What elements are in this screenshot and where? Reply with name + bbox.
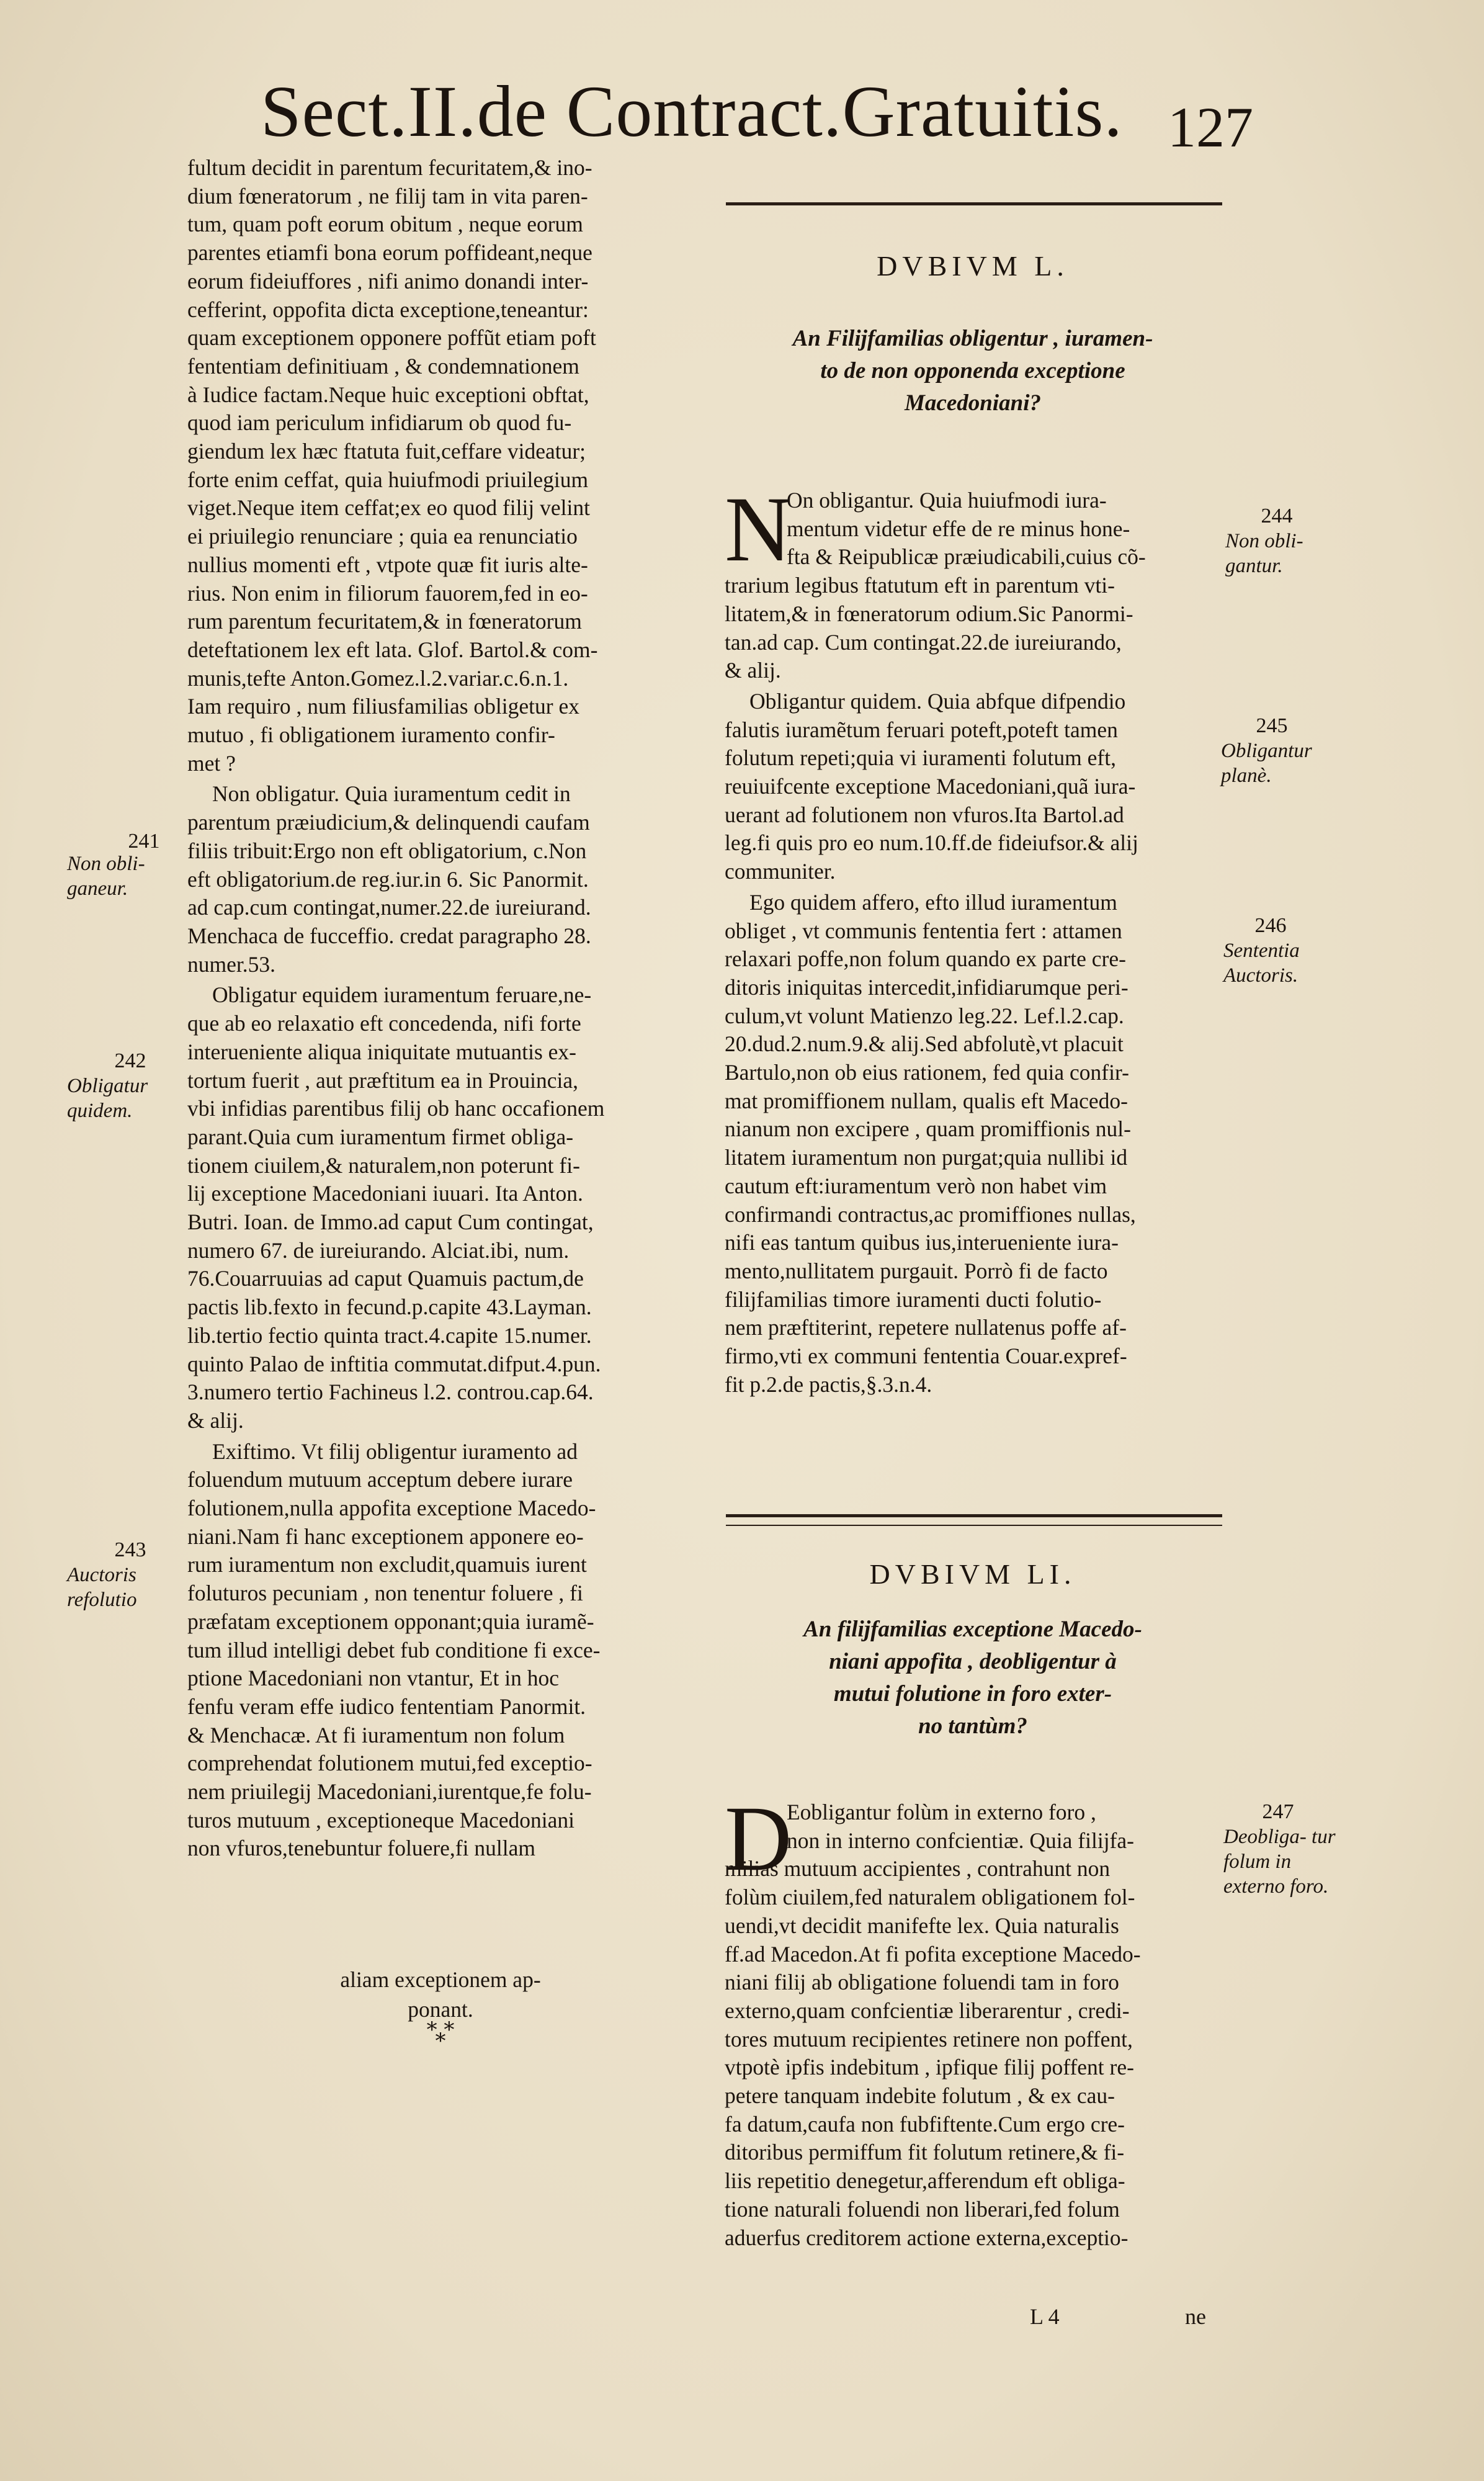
r1-c-line: relaxari poffe,non folum quando ex parte cre- (725, 946, 1126, 972)
left-c-line: interueniente aliqua iniquitate mutuantis ex- (187, 1039, 576, 1064)
left-b-line: Menchaca de fucceffio. credat paragrapho 28. (187, 923, 591, 948)
r1-c-line: nianum non excipere , quam promiffionis nul- (725, 1116, 1131, 1142)
dubium-50-body (725, 487, 1221, 1399)
r2-line: niani filij ab obligatione foluendi tam in foro (725, 1970, 1119, 1995)
margin-number-242: 242 (114, 1049, 146, 1072)
margin-note-243: Auctoris refolutio (67, 1564, 137, 1611)
r1-c-line: mento,nullitatem purgauit. Porrò fi de facto (725, 1258, 1108, 1283)
closing-line-1: aliam exceptionem ap- (340, 1967, 541, 1992)
r2-line: milias mutuum accipientes , contrahunt non (725, 1856, 1111, 1882)
r1-a-line: mentum videtur effe de re minus hone- (787, 516, 1130, 541)
question-50-line-3: Macedoniani? (905, 390, 1041, 416)
r1-c-line: Ego quidem affero, efto illud iuramentum (749, 889, 1117, 915)
margin-number-245: 245 (1256, 714, 1288, 737)
left-d-line: fenfu veram effe iudico fententiam Panormit. (187, 1694, 586, 1719)
margin-note-244: Non obli- gantur. (1225, 530, 1303, 577)
margin-note-247: Deobliga- tur folum in externo foro. (1223, 1826, 1336, 1898)
left-c-line: 3.numero tertio Fachineus l.2. controu.cap.64. (187, 1380, 594, 1405)
left-a-line: dium fœneratorum , ne filij tam in vita paren- (187, 183, 588, 209)
r1-c-line: nifi eas tantum quibus ius,interueniente iura- (725, 1230, 1119, 1255)
left-column (187, 154, 690, 1863)
left-c-line: 76.Couarruuias ad caput Quamuis pactum,de (187, 1266, 584, 1291)
r1-b-line: falutis iuramẽtum feruari poteft,poteft tamen (725, 717, 1118, 742)
r1-a-line: litatem,& in fœneratorum odium.Sic Panormi- (725, 601, 1133, 626)
question-50-line-2: to de non opponenda exceptione (820, 358, 1125, 384)
r2-line: vtpotè ipfis indebitum , ipfique filij poffent re- (725, 2055, 1134, 2080)
r2-line: ditoribus permiffum fit folutum retinere,& fi- (725, 2140, 1125, 2165)
left-a-line: viget.Neque item ceffat;ex eo quod filij velint (187, 495, 590, 521)
left-c-line: pactis lib.fexto in fecund.p.capite 43.Layman. (187, 1294, 592, 1320)
r2-line: liis repetitio denegetur,afferendum eft obliga- (725, 2168, 1125, 2194)
left-c-line: que ab eo relaxatio eft concedenda, nifi forte (187, 1011, 581, 1036)
section-divider (726, 1514, 1222, 1526)
r2-line: ff.ad Macedon.At fi pofita exceptione Macedo- (725, 1941, 1141, 1967)
left-a-line: fententiam definitiuam , & condemnationem (187, 353, 579, 379)
page-number: 127 (1168, 96, 1253, 159)
left-c-line: tortum fuerit , aut præftitum ea in Prouincia, (187, 1067, 578, 1093)
r1-b-line: Obligantur quidem. Quia abfque difpendio (749, 688, 1126, 714)
left-d-line: rum iuramentum non excludit,quamuis iurent (187, 1552, 587, 1577)
margin-note-242: Obligatur quidem. (67, 1075, 148, 1122)
dubium-50-heading: DVBIVM L. (877, 250, 1069, 282)
r1-b-line: folutum repeti;quia vi iuramenti folutum eft, (725, 745, 1116, 771)
left-a-line: mutuo , fi obligationem iuramento confir- (187, 722, 555, 748)
left-d-line: Exiftimo. Vt filij obligentur iuramento ad (212, 1438, 578, 1464)
question-51-line-1: An filijfamilias exceptione Macedo- (803, 1617, 1142, 1642)
margin-number-241: 241 (128, 830, 160, 853)
left-paragraph-a (187, 154, 690, 778)
r2-line: aduerfus creditorem actione externa,exceptio- (725, 2225, 1129, 2250)
left-d-line: ptione Macedoniani non vtantur, Et in hoc (187, 1666, 559, 1691)
left-a-line: nullius momenti eft , vtpote quæ fit iuris alte- (187, 552, 588, 577)
r1-c-line: culum,vt volunt Matienzo leg.22. Lef.l.2.cap. (725, 1003, 1124, 1028)
r2-line: fa datum,caufa non fubfiftente.Cum ergo cre- (725, 2111, 1125, 2137)
question-51-line-3: mutui folutione in foro exter- (833, 1681, 1112, 1707)
r1-a-line: On obligantur. Quia huiufmodi iura- (787, 488, 1107, 513)
r1-c-line: fit p.2.de pactis,§.3.n.4. (725, 1371, 932, 1397)
r2-line: externo,quam confcientiæ liberarentur , credi- (725, 1998, 1130, 2023)
r1-a-line: trarium legibus ftatutum eft in parentum vti- (725, 573, 1115, 598)
left-b-line: ad cap.cum contingat,numer.22.de iureiurand. (187, 895, 591, 920)
left-a-line: ei priuilegio renunciare ; quia ea renunciatio (187, 524, 578, 549)
left-c-line: & alij. (187, 1407, 244, 1433)
dubium-50-paragraph-b (725, 688, 1221, 886)
left-a-line: eorum fideiuffores , nifi animo donandi inter- (187, 268, 589, 294)
dubium-51-heading: DVBIVM LI. (869, 1558, 1076, 1590)
left-d-line: non vfuros,tenebuntur foluere,fi nullam (187, 1836, 535, 1861)
left-a-line: rius. Non enim in filiorum fauorem,fed in eo- (187, 580, 588, 606)
left-a-line: quam exceptionem opponere poffũt etiam poft (187, 325, 596, 351)
r2-line: Eobligantur folùm in externo foro , (787, 1800, 1096, 1824)
left-c-line: Obligatur equidem iuramentum feruare,ne- (212, 982, 592, 1008)
question-51-line-2: niani appofita , deobligentur à (829, 1649, 1117, 1674)
question-51-line-4: no tantùm? (918, 1713, 1027, 1739)
left-c-line: vbi infidias parentibus filij ob hanc occafionem (187, 1096, 605, 1121)
dubium-50-paragraph-c (725, 889, 1221, 1399)
left-b-line: eft obligatorium.de reg.iur.in 6. Sic Panormit. (187, 866, 589, 892)
asterism-ornament (409, 2017, 472, 2053)
left-paragraph-c (187, 981, 690, 1435)
left-b-line: Non obligatur. Quia iuramentum cedit in (212, 781, 571, 807)
r1-a-line: fta & Reipublicæ præiudicabili,cuius cõ- (787, 544, 1146, 570)
left-d-line: foluturos pecuniam , non tenentur foluere , fi (187, 1581, 583, 1606)
drop-cap-N: N (725, 478, 792, 581)
r1-c-line: filijfamilias timore iuramenti ducti folutio- (725, 1286, 1102, 1312)
r2-line: uendi,vt decidit manifefte lex. Quia naturalis (725, 1913, 1119, 1938)
r1-c-line: firmo,vti ex communi fententia Couar.expref- (725, 1344, 1127, 1369)
left-a-line: cefferint, oppofita dicta exceptione,teneantur: (187, 297, 589, 322)
left-d-line: comprehendat folutionem mutui,fed exceptio- (187, 1751, 592, 1776)
dubium-50-paragraph-a (725, 487, 1221, 685)
r2-line: non in interno confcientiæ. Quia filijfa- (787, 1828, 1134, 1853)
left-d-line: turos mutuum , exceptioneque Macedoniani (187, 1807, 575, 1833)
running-head-title: Sect.II.de Contract.Gratuitis. (261, 71, 1123, 152)
left-c-line: numero 67. de iureiurando. Alciat.ibi, num. (187, 1237, 570, 1263)
r1-a-line: tan.ad cap. Cum contingat.22.de iureiurando, (725, 629, 1122, 655)
r2-line: folùm ciuilem,fed naturalem obligationem fol- (725, 1885, 1135, 1910)
margin-note-245: Obligantur planè. (1221, 740, 1312, 787)
r1-c-line: cautum eft:iuramentum verò non habet vim (725, 1173, 1107, 1198)
left-d-line: nem priuilegij Macedoniani,iurentque,fe folu- (187, 1779, 592, 1805)
left-a-line: rum parentum fecuritatem,& in fœneratorum (187, 609, 582, 634)
r1-c-line: litatem iuramentum non purgat;quia nullibi id (725, 1145, 1128, 1170)
left-c-line: parant.Quia cum iuramentum firmet obliga- (187, 1124, 574, 1149)
r2-line: tores mutuum recipientes retinere non poffent, (725, 2026, 1133, 2052)
closing-line-2: ponant. (408, 1997, 473, 2022)
left-d-line: & Menchacæ. At fi iuramentum non folum (187, 1722, 565, 1747)
r1-b-line: communiter. (725, 859, 836, 884)
signature-mark: L 4 (1030, 2304, 1060, 2329)
top-rule (726, 202, 1222, 205)
left-b-line: numer.53. (187, 951, 275, 977)
left-c-line: Butri. Ioan. de Immo.ad caput Cum contingat, (187, 1209, 594, 1235)
left-a-line: deteftationem lex eft lata. Glof. Bartol.& com- (187, 637, 598, 662)
drop-cap-D: D (725, 1787, 792, 1890)
r1-c-line: ditoris iniquitas intercedit,infidiarumque peri- (725, 974, 1129, 1000)
dubium-51-body (725, 1798, 1221, 2252)
r2-line: tione naturali foluendi non liberari,fed folum (725, 2196, 1120, 2222)
r1-b-line: leg.fi quis pro eo num.10.ff.de fideiufsor.& alij (725, 830, 1138, 856)
margin-number-244: 244 (1261, 505, 1293, 527)
dubium-51-question (725, 1613, 1221, 1743)
left-d-line: tum illud intelligi debet fub conditione fi exce- (187, 1637, 601, 1662)
asterism-text: * * * (426, 2017, 455, 2053)
left-a-line: met ? (187, 750, 236, 776)
catchword: ne (1185, 2304, 1206, 2329)
left-d-line: foluendum mutuum acceptum debere iurare (187, 1467, 573, 1492)
left-b-line: parentum præiudicium,& delinquendi caufam (187, 810, 590, 835)
r2-line: petere tanquam indebite folutum , & ex cau- (725, 2083, 1115, 2109)
r1-c-line: nem præftiterint, repetere nullatenus poffe af- (725, 1315, 1127, 1340)
left-c-line: tionem ciuilem,& naturalem,non poterunt fi- (187, 1152, 580, 1178)
left-a-line: Iam requiro , num filiusfamilias obligetur ex (187, 694, 579, 719)
margin-number-247: 247 (1262, 1800, 1294, 1823)
question-50-line-1: An Filijfamilias obligentur , iuramen- (792, 326, 1153, 351)
left-a-line: munis,tefte Anton.Gomez.l.2.variar.c.6.n.1. (187, 665, 569, 691)
margin-number-246: 246 (1254, 914, 1287, 937)
left-a-line: parentes etiamfi bona eorum poffideant,neque (187, 240, 592, 266)
dubium-51-paragraph (725, 1798, 1221, 2252)
r1-c-line: Bartulo,non ob eius rationem, fed quia confir- (725, 1060, 1129, 1085)
left-b-line: filiis tribuit:Ergo non eft obligatorium, c.Non (187, 838, 587, 863)
r1-a-line: & alij. (725, 658, 781, 683)
left-a-line: quod iam periculum infidiarum ob quod fu- (187, 410, 572, 436)
left-a-line: tum, quam poft eorum obitum , neque eorum (187, 212, 583, 237)
r1-b-line: uerant ad folutionem non vfuros.Ita Bartol.ad (725, 802, 1124, 827)
r1-b-line: reuiuifcente exceptione Macedoniani,quã iura- (725, 774, 1136, 799)
left-d-line: præfatam exceptionem opponant;quia iuramẽ- (187, 1608, 594, 1634)
left-d-line: niani.Nam fi hanc exceptionem apponere eo- (187, 1523, 584, 1549)
r1-c-line: 20.dud.2.num.9.& alij.Sed abfolutè,vt placuit (725, 1031, 1124, 1057)
left-a-line: fultum decidit in parentum fecuritatem,& ino- (187, 155, 592, 180)
left-c-line: lib.tertio fectio quinta tract.4.capite 15.numer. (187, 1322, 592, 1348)
left-a-line: forte enim ceffat, quia huiufmodi priuilegium (187, 467, 589, 492)
margin-number-243: 243 (114, 1538, 146, 1561)
left-c-line: lij exceptione Macedoniani iuuari. Ita Anton. (187, 1181, 583, 1206)
r1-c-line: confirmandi contractus,ac promiffiones nullas, (725, 1201, 1136, 1227)
dubium-50-question (725, 323, 1221, 419)
margin-note-246: Sententia Auctoris. (1223, 940, 1300, 987)
r1-c-line: mat promiffionem nullam, qualis eft Macedo- (725, 1088, 1129, 1113)
left-paragraph-d (187, 1438, 690, 1864)
left-a-line: à Iudice factam.Neque huic exceptioni obftat, (187, 382, 589, 407)
margin-note-241: Non obli- ganeur. (67, 853, 145, 900)
left-c-line: quinto Palao de inftitia commutat.difput.4.pun. (187, 1351, 601, 1376)
left-d-line: folutionem,nulla appofita exceptione Macedo- (187, 1496, 596, 1521)
r1-c-line: obliget , vt communis fententia fert : attamen (725, 918, 1122, 943)
left-a-line: giendum lex hæc ftatuta fuit,ceffare videatur; (187, 439, 586, 464)
left-paragraph-b (187, 780, 690, 979)
